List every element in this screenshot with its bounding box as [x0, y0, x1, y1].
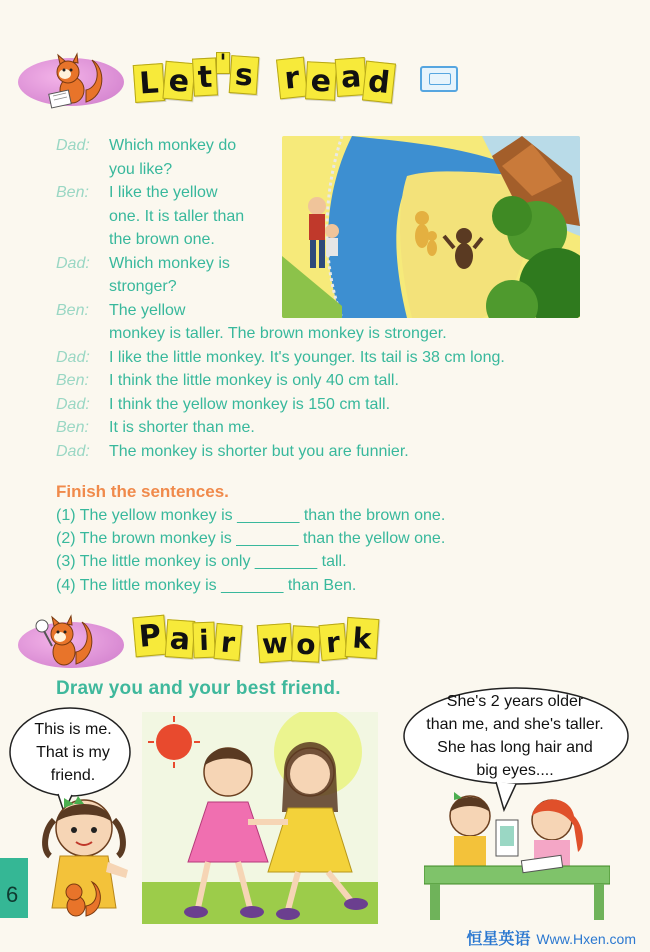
- dialogue-line-9: monkey is taller. The brown monkey is stronger.: [109, 325, 447, 342]
- speaker-ben: Ben:: [56, 184, 89, 201]
- finish-sentences-title: Finish the sentences.: [56, 482, 229, 501]
- squirrel-bottom-icon: [56, 878, 106, 920]
- two-girls-dancing-illustration: [138, 712, 382, 924]
- speaker-dad: Dad:: [56, 395, 90, 413]
- speaker-dad: Dad:: [56, 348, 90, 366]
- pair-work-tile-5: w: [257, 623, 294, 663]
- pair-work-tile-1: P: [132, 615, 167, 658]
- pair-work-tile-8: k: [345, 617, 380, 659]
- lets-read-tile-3: t: [192, 57, 218, 96]
- pair-work-tile-2: a: [165, 619, 196, 659]
- dialogue-line-13: Ben: It is shorter than me.: [56, 416, 108, 440]
- left-bubble-text: This is me. That is my friend.: [34, 721, 112, 784]
- speaker-ben: Ben:: [56, 301, 89, 319]
- speaker-ben: Ben:: [56, 372, 89, 389]
- pair-work-tile-6: o: [291, 625, 321, 662]
- lets-read-tile-7: e: [305, 61, 337, 101]
- dialogue-line-8: Ben: The yellow: [56, 299, 108, 323]
- fill-in-sentence-1: (1) The yellow monkey is _______ than the brown one.: [56, 507, 446, 524]
- fill-in-sentence-2: (2) The brown monkey is _______ than the yellow one.: [56, 530, 446, 547]
- lets-read-tile-5: s: [229, 55, 260, 95]
- speaker-dad: Dad:: [56, 254, 90, 272]
- dialogue-line-10: Dad: I like the little monkey. It's younger. Its tail is 38 cm long.: [56, 346, 108, 370]
- site-watermark: 恒星英语 Www.Hxen.com: [466, 931, 636, 948]
- pair-work-tile-3: i: [192, 622, 215, 659]
- dialogue-line-5: the brown one.: [109, 231, 215, 248]
- lets-read-tile-4: ': [216, 52, 230, 74]
- fill-in-sentence-4: (4) The little monkey is _______ than Ben.: [56, 577, 357, 594]
- speaker-dad: Dad:: [56, 442, 90, 460]
- pair-work-tile-7: r: [318, 623, 347, 661]
- dialogue-line-14: Dad: The monkey is shorter but you are funnier.: [56, 440, 108, 464]
- dialogue-line-11: Ben: I think the little monkey is only 40 cm tall.: [56, 369, 108, 393]
- dialogue-line-7: stronger?: [109, 278, 177, 295]
- zoo-monkey-illustration: [282, 136, 580, 318]
- dialogue-line-4: one. It is taller than: [109, 207, 245, 225]
- lets-read-tile-1: L: [133, 63, 166, 103]
- page-number: 6: [6, 882, 19, 907]
- pair-work-tile-4: r: [213, 623, 242, 661]
- lets-read-tile-2: e: [162, 61, 195, 101]
- draw-instruction-title: Draw you and your best friend.: [56, 678, 341, 699]
- lets-read-tile-6: r: [276, 57, 308, 100]
- dialogue-line-1: Dad: Which monkey do: [56, 134, 108, 158]
- girls-drawing-at-desk-illustration: [424, 786, 610, 922]
- right-bubble-text: She's 2 years older than me, and she's taller. She has long hair and big eyes....: [426, 693, 604, 779]
- fill-in-sentence-3: (3) The little monkey is only _______ tall.: [56, 553, 347, 570]
- dialogue-line-3: Ben: I like the yellow: [56, 181, 108, 205]
- squirrel-icon: [30, 612, 100, 670]
- lets-read-tile-9: d: [362, 61, 396, 104]
- dialogue-line-12: Dad: I think the yellow monkey is 150 cm tall.: [56, 393, 108, 417]
- speaker-dad: Dad:: [56, 137, 90, 154]
- lets-read-tile-8: a: [335, 57, 368, 97]
- speaker-ben: Ben:: [56, 419, 89, 436]
- cassette-tape-icon[interactable]: [420, 66, 458, 92]
- squirrel-reading-icon: [40, 52, 110, 110]
- dialogue-line-6: Dad: Which monkey is: [56, 252, 108, 276]
- dialogue-line-2: you like?: [109, 160, 173, 178]
